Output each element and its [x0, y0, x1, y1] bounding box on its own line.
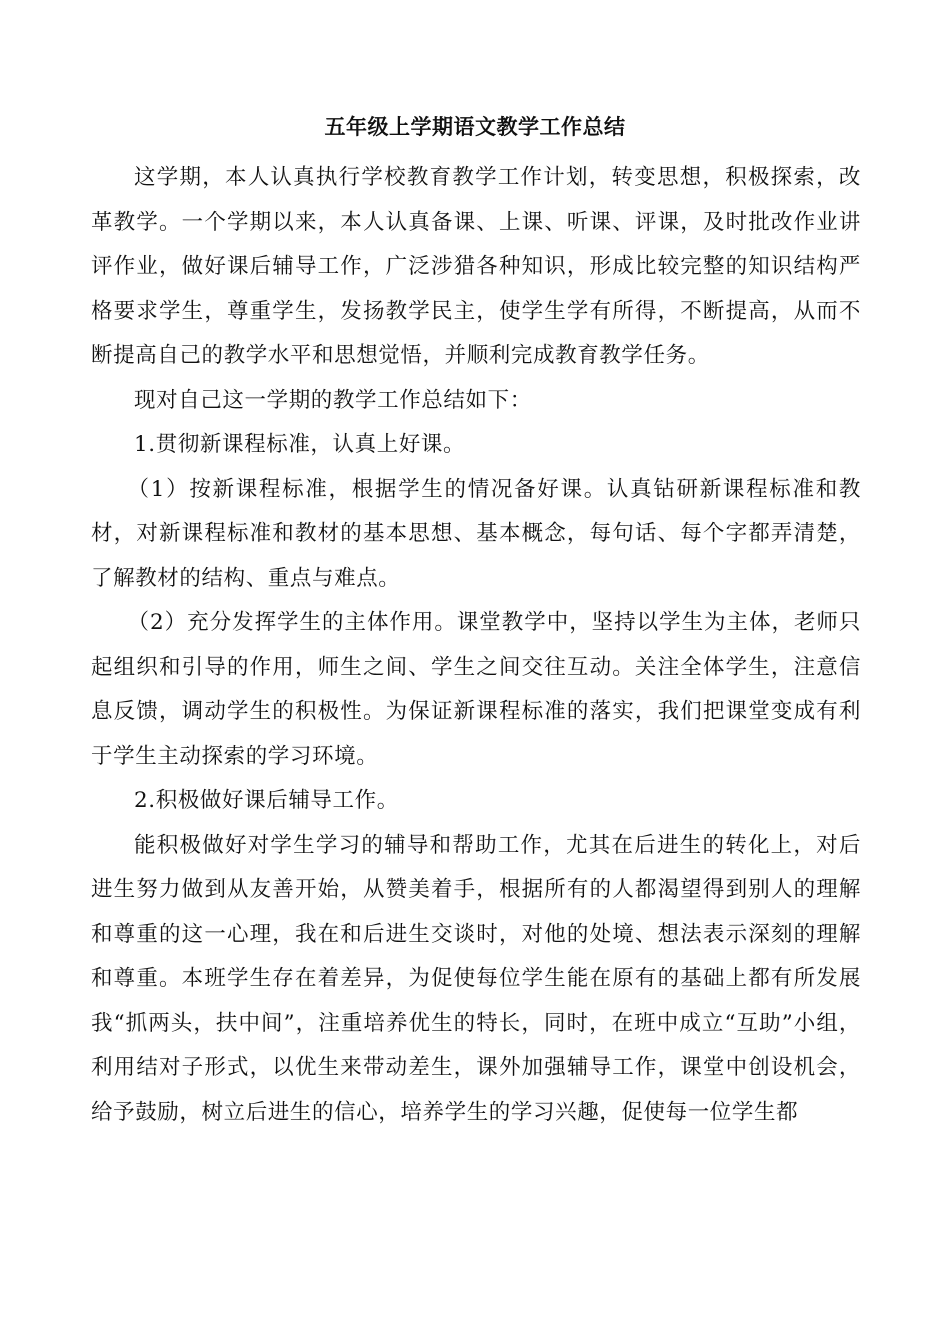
document-title: 五年级上学期语文教学工作总结	[324, 114, 626, 139]
document-body	[91, 156, 861, 1135]
paragraph-item-2: （2）充分发挥学生的主体作用。课堂教学中，坚持以学生为主体，老师只起组织和引导的作用，师生之间、学生之间交往互动。关注全体学生，注意信息反馈，调动学生的积极性。为保证新课程标准的落实，我们把课堂变成有利于学生主动探索的学习环境。	[91, 610, 861, 769]
paragraph-tutoring: 能积极做好对学生学习的辅导和帮助工作，尤其在后进生的转化上，对后进生努力做到从友善开始，从赞美着手，根据所有的人都渴望得到别人的理解和尊重的这一心理，我在和后进生交谈时，对他的处境、想法表示深刻的理解和尊重。本班学生存在着差异，为促使每位学生能在原有的基础上都有所发展我“抓两头，扶中间”，注重培养优生的特长，同时，在班中成立“互助”小组，利用结对子形式，以优生来带动差生，课外加强辅导工作，课堂中创设机会，给予鼓励，树立后进生的信心，培养学生的学习兴趣，促使每一位学生都	[91, 832, 861, 1125]
section-heading-1: 1.贯彻新课程标准，认真上好课。	[134, 432, 466, 457]
section-heading-2: 2.积极做好课后辅导工作。	[134, 788, 399, 813]
paragraph-intro: 这学期，本人认真执行学校教育教学工作计划，转变思想，积极探索，改革教学。一个学期以来，本人认真备课、上课、听课、评课，及时批改作业讲评作业，做好课后辅导工作，广泛涉猎各种知识，形成比较完整的知识结构严格要求学生，尊重学生，发扬教学民主，使学生学有所得，不断提高，从而不断提高自己的教学水平和思想觉悟，并顺利完成教育教学任务。	[91, 165, 861, 368]
paragraph-item-1: （1）按新课程标准，根据学生的情况备好课。认真钻研新课程标准和教材，对新课程标准和教材的基本思想、基本概念，每句话、每个字都弄清楚，了解教材的结构、重点与难点。	[91, 476, 861, 591]
paragraph-summary-lead: 现对自己这一学期的教学工作总结如下：	[134, 387, 532, 413]
